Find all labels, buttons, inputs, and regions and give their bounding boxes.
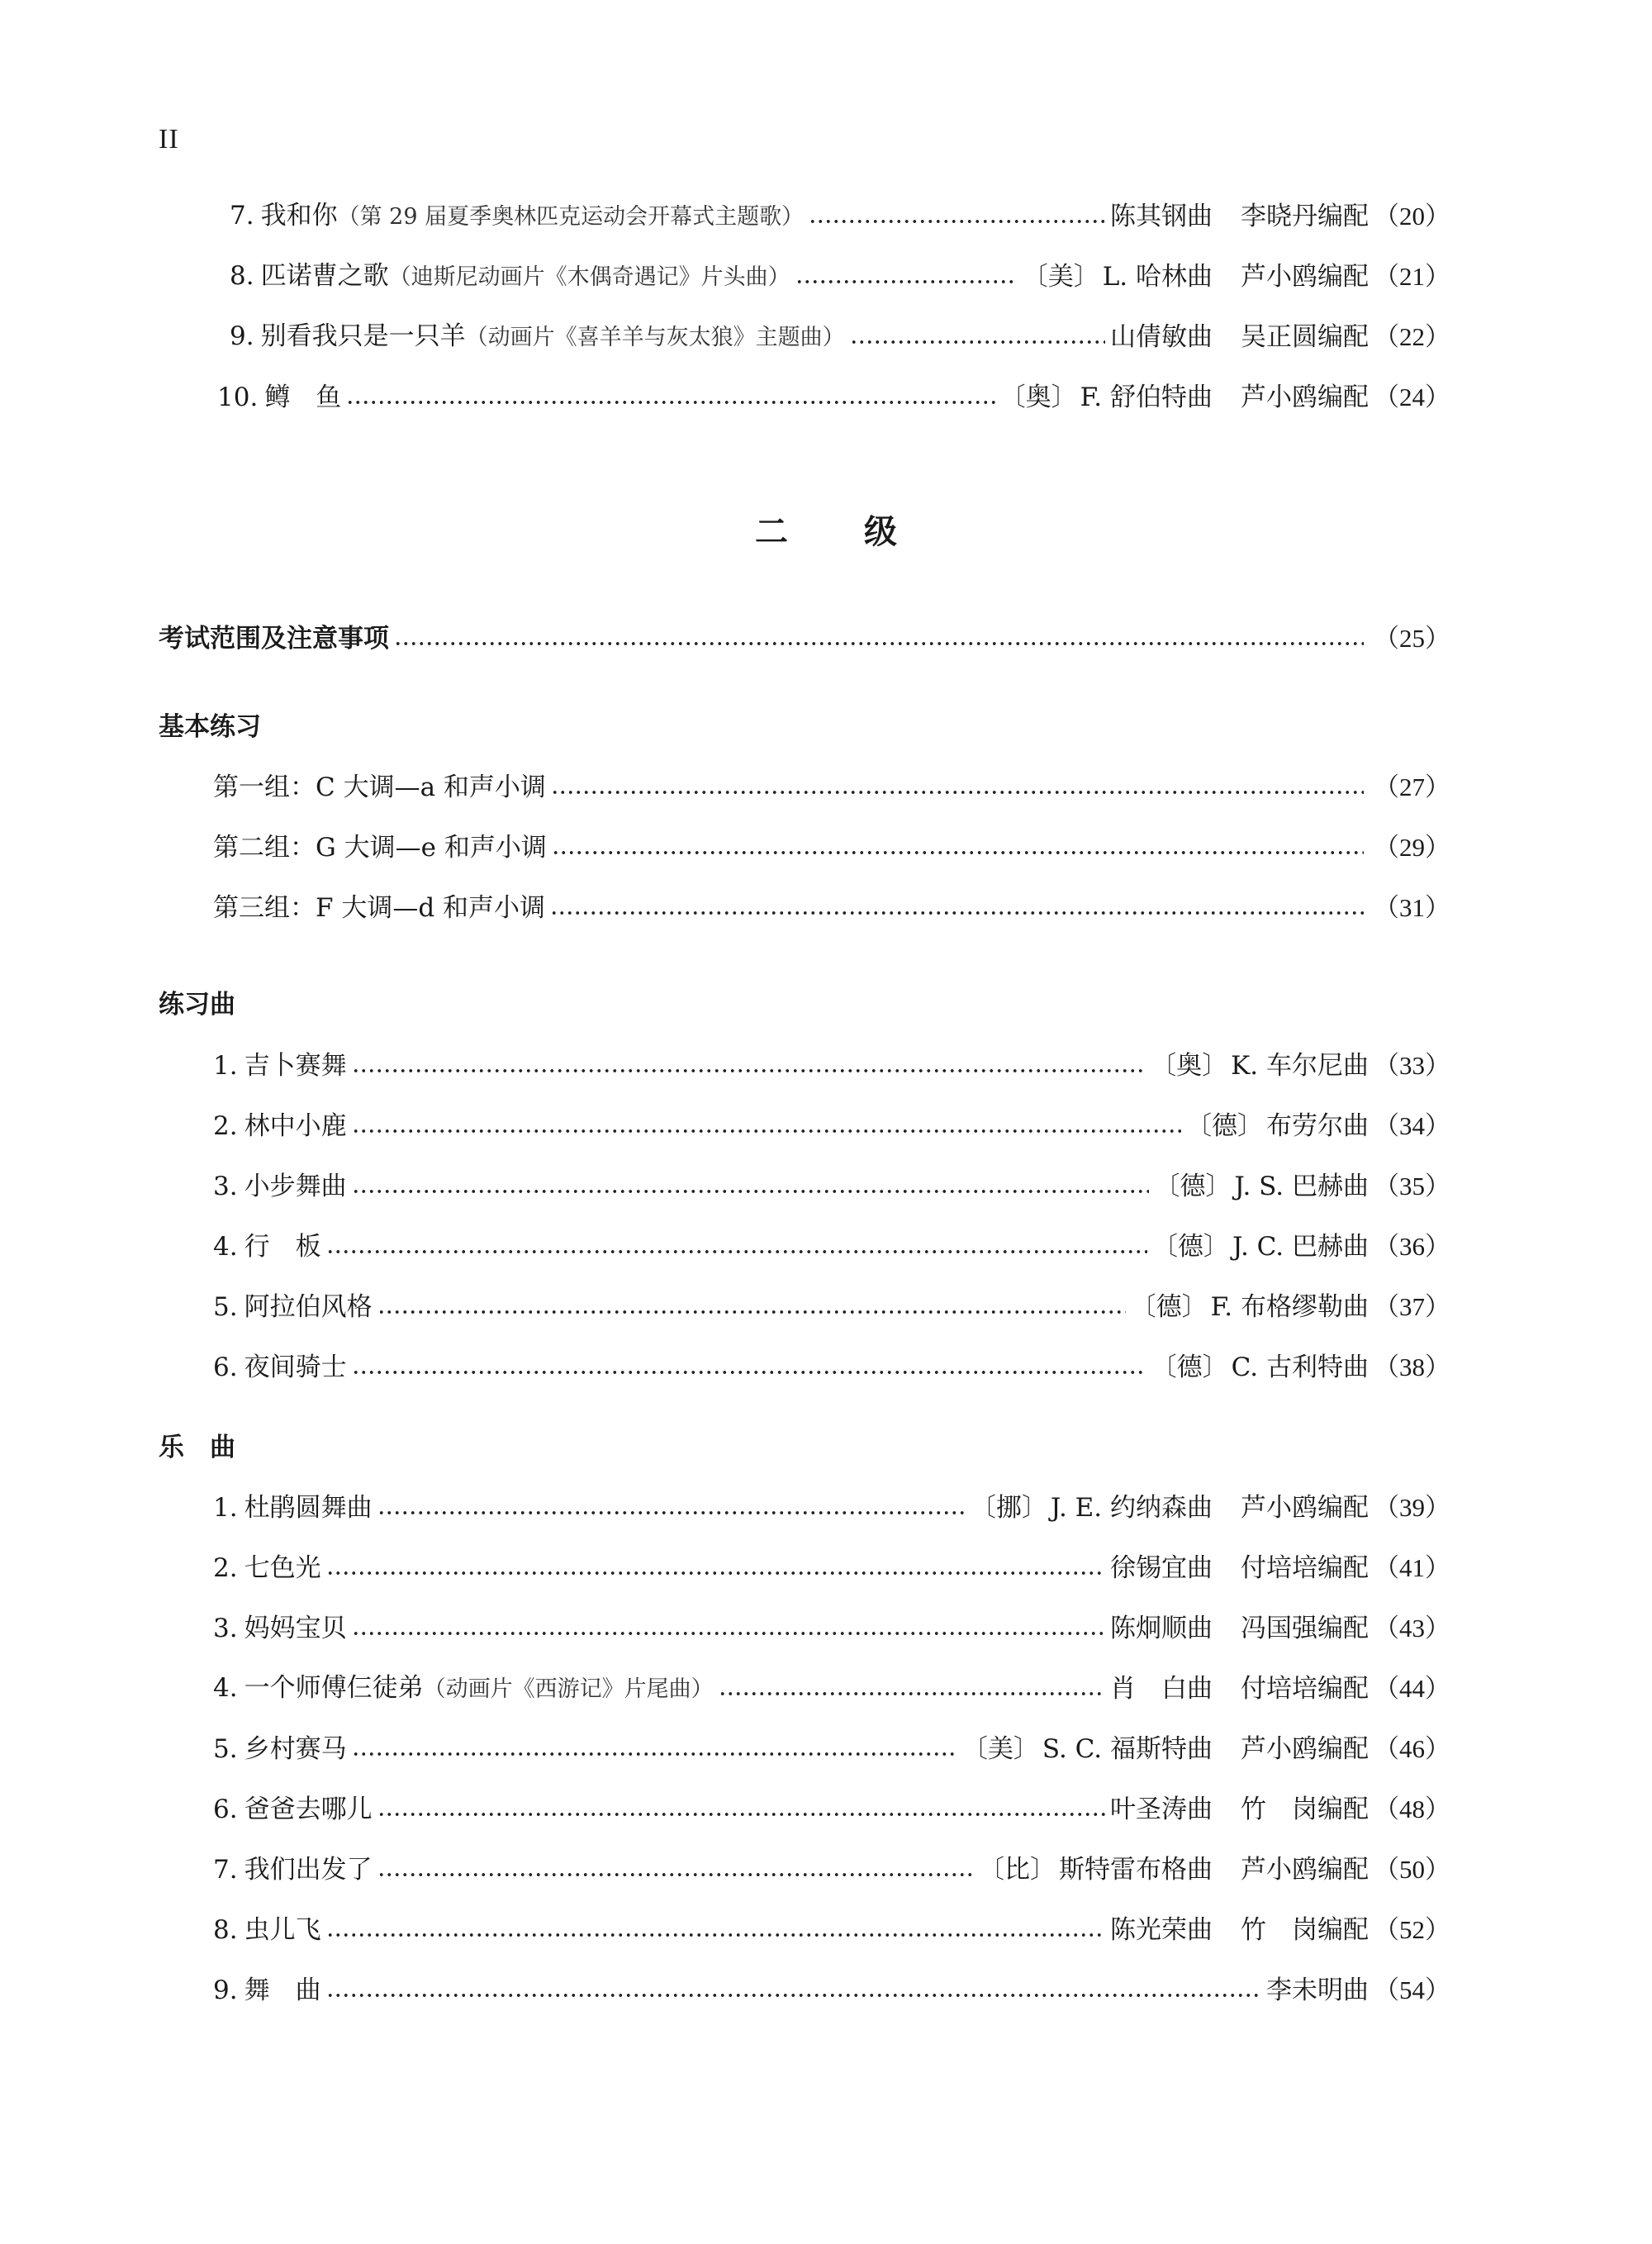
entry-credit: [1186, 1108, 1369, 1144]
toc-entry[interactable]: [0, 259, 1652, 295]
composer-origin: 〔美〕: [961, 1734, 1039, 1764]
arranger: 竹 岗编配: [1241, 1795, 1369, 1824]
entry-credit: [1151, 1349, 1369, 1386]
entry-title-text: 夜间骑士: [244, 1353, 347, 1382]
entry-note: （动画片《喜羊羊与灰太狼》主题曲）: [465, 325, 845, 350]
entry-number: 8.: [213, 1915, 238, 1945]
toc-entry[interactable]: [0, 1289, 1652, 1325]
composer-origin: 〔德〕: [1154, 1172, 1232, 1201]
composer-origin: 〔德〕: [1151, 1232, 1229, 1262]
entry-title: [213, 1550, 321, 1586]
entry-title-text: 别看我只是一只羊: [260, 321, 466, 351]
entry-credit: [1110, 1671, 1369, 1707]
dot-leader: [352, 1610, 1105, 1647]
entry-title-text: 第二组：G 大调—e 和声小调: [213, 833, 547, 863]
entry-title: [213, 1349, 347, 1386]
entry-credit: [1000, 379, 1369, 416]
entry-number: 7.: [230, 201, 254, 231]
dot-leader: [352, 1108, 1181, 1144]
toc-entry[interactable]: [0, 1912, 1652, 1948]
composer: J. S. 巴赫曲: [1234, 1172, 1369, 1201]
composer: J. E. 约纳森曲: [1050, 1493, 1213, 1523]
entry-title-text: 一个师傅仨徒弟: [244, 1673, 424, 1703]
dot-leader: [719, 1671, 1105, 1707]
composer: 陈光荣曲: [1110, 1915, 1213, 1945]
entry-title-text: 行 板: [244, 1232, 321, 1262]
composer: 陈炯顺曲: [1110, 1614, 1213, 1643]
dot-leader: [352, 1731, 957, 1767]
dot-leader: [326, 1550, 1105, 1586]
dot-leader: [377, 1852, 974, 1888]
composer: S. C. 福斯特曲: [1042, 1734, 1213, 1764]
entry-page: （54）: [1374, 1975, 1450, 2004]
composer: L. 哈林曲: [1102, 262, 1213, 292]
arranger: 付培培编配: [1241, 1553, 1369, 1583]
entry-page: （24）: [1374, 383, 1450, 411]
entry-page: （25）: [1374, 624, 1450, 653]
entry-title-text: 七色光: [244, 1553, 321, 1583]
composer: 斯特雷布格曲: [1059, 1855, 1213, 1885]
toc-entry-exam-scope[interactable]: [0, 620, 1652, 657]
toc-entry[interactable]: [0, 1550, 1652, 1586]
toc-entry[interactable]: [0, 1349, 1652, 1386]
composer: 肖 白曲: [1110, 1674, 1213, 1704]
dot-leader: [552, 830, 1364, 866]
section-heading: 练习曲: [159, 990, 235, 1020]
entry-number: 8.: [230, 261, 254, 291]
entry-title-text: 林中小鹿: [244, 1111, 347, 1141]
entry-title-text: 爸爸去哪儿: [244, 1795, 373, 1824]
entry-title-text: 鳟 鱼: [264, 383, 342, 412]
entry-credit: [1151, 1048, 1369, 1084]
entry-page: （46）: [1374, 1734, 1450, 1763]
toc-entry[interactable]: [0, 830, 1652, 866]
composer: 布劳尔曲: [1266, 1111, 1369, 1141]
entry-page: （37）: [1374, 1292, 1450, 1321]
entry-title-text: 第一组：C 大调—a 和声小调: [213, 773, 546, 802]
entry-credit: [971, 1490, 1369, 1526]
entry-number: 1.: [213, 1493, 238, 1523]
entry-number: 9.: [230, 321, 254, 351]
level-heading: [0, 506, 1652, 553]
entry-number: 2.: [213, 1553, 238, 1583]
entry-title: [213, 1972, 321, 2009]
entry-note: （迪斯尼动画片《木偶奇遇记》片头曲）: [388, 264, 790, 290]
entry-credit: [1110, 1791, 1369, 1828]
toc-entry[interactable]: [0, 1168, 1652, 1205]
entry-title: [213, 1108, 347, 1144]
dot-leader: [346, 379, 995, 416]
composer-origin: 〔比〕: [979, 1855, 1056, 1885]
toc-entry[interactable]: [0, 1048, 1652, 1084]
entry-page: （48）: [1374, 1795, 1450, 1823]
composer-origin: 〔奥〕: [1151, 1051, 1228, 1081]
entry-page: （22）: [1374, 322, 1450, 351]
toc-entry[interactable]: [0, 1229, 1652, 1265]
toc-entry[interactable]: [0, 769, 1652, 806]
entry-title: [213, 769, 546, 806]
composer-origin: 〔德〕: [1186, 1111, 1263, 1141]
composer: 山倩敏曲: [1110, 322, 1213, 352]
toc-entry[interactable]: [0, 1490, 1652, 1526]
entry-title: [213, 1168, 347, 1205]
entry-title: [213, 1289, 373, 1325]
dot-leader: [394, 620, 1364, 657]
dot-leader: [326, 1972, 1261, 2009]
entry-number: 2.: [213, 1111, 238, 1141]
arranger: 李晓丹编配: [1241, 202, 1369, 231]
entry-page: （39）: [1374, 1493, 1450, 1522]
toc-entry[interactable]: [0, 1852, 1652, 1888]
dot-leader: [551, 769, 1364, 806]
composer: C. 古利特曲: [1231, 1353, 1369, 1382]
dot-leader: [377, 1289, 1126, 1325]
entry-title-text: 阿拉伯风格: [244, 1292, 373, 1322]
entry-page: （36）: [1374, 1232, 1450, 1261]
entry-number: 3.: [213, 1614, 238, 1643]
entry-number: 4.: [213, 1673, 238, 1703]
entry-page: （34）: [1374, 1111, 1450, 1140]
entry-title: [213, 1490, 373, 1526]
entry-page: （43）: [1374, 1614, 1450, 1643]
entry-page: （21）: [1374, 262, 1450, 291]
entry-page: （41）: [1374, 1553, 1450, 1582]
entry-page: （29）: [1374, 833, 1450, 862]
entry-title: [213, 1670, 714, 1708]
toc-entry[interactable]: [0, 1610, 1652, 1647]
entry-credit: [1110, 1610, 1369, 1647]
toc-entry[interactable]: [0, 1731, 1652, 1767]
entry-title: [213, 1731, 347, 1767]
entry-note: （第 29 届夏季奥林匹克运动会开幕式主题歌）: [337, 204, 805, 230]
composer: 李未明曲: [1266, 1975, 1369, 2005]
composer-origin: 〔德〕: [1130, 1292, 1208, 1322]
entry-credit: [1110, 1912, 1369, 1948]
entry-number: 5.: [213, 1292, 238, 1322]
toc-entry[interactable]: [0, 890, 1652, 926]
toc-entry[interactable]: [0, 379, 1652, 416]
composer: F. 舒伯特曲: [1080, 383, 1213, 412]
entry-credit: [1154, 1168, 1369, 1205]
entry-title: [213, 1610, 347, 1647]
entry-title-text: 第三组：F 大调—d 和声小调: [213, 893, 546, 923]
entry-title-text: 舞 曲: [244, 1975, 321, 2005]
level-heading-char1: 二: [755, 513, 788, 551]
arranger: 付培培编配: [1241, 1674, 1369, 1704]
entry-title: [230, 318, 845, 356]
entry-page: （50）: [1374, 1855, 1450, 1884]
entry-title: [230, 197, 804, 235]
entry-title: [230, 258, 790, 296]
dot-leader: [326, 1229, 1147, 1265]
dot-leader: [377, 1791, 1105, 1828]
composer-origin: 〔德〕: [1151, 1353, 1228, 1382]
entry-page: （31）: [1374, 893, 1450, 922]
arranger: 竹 岗编配: [1241, 1915, 1369, 1945]
dot-leader: [352, 1168, 1150, 1205]
toc-entry[interactable]: [0, 319, 1652, 355]
entry-title-text: 我和你: [260, 201, 338, 231]
composer: F. 布格缪勒曲: [1210, 1292, 1369, 1322]
composer-origin: 〔挪〕: [970, 1493, 1047, 1523]
dot-leader: [326, 1912, 1105, 1948]
entry-title: [213, 1229, 321, 1265]
entry-title: [217, 379, 341, 416]
entry-title: [213, 830, 547, 866]
toc-entry[interactable]: [0, 198, 1652, 235]
entry-credit: [1152, 1229, 1369, 1265]
entry-title-text: 杜鹃圆舞曲: [244, 1493, 373, 1523]
toc-entry[interactable]: [0, 1972, 1652, 2009]
entry-credit: [1110, 198, 1369, 235]
composer: K. 车尔尼曲: [1231, 1051, 1369, 1081]
entry-page: （33）: [1374, 1051, 1450, 1080]
entry-page: （27）: [1374, 773, 1450, 801]
entry-credit: [962, 1731, 1369, 1767]
entry-credit: [1131, 1289, 1369, 1325]
arranger: 芦小鸥编配: [1241, 1493, 1369, 1523]
entry-title: [213, 1791, 373, 1828]
entry-number: 1.: [213, 1051, 238, 1081]
entry-page: （38）: [1374, 1353, 1450, 1381]
dot-leader: [795, 259, 1018, 295]
dot-leader: [352, 1349, 1146, 1386]
entry-credit: [979, 1852, 1369, 1888]
arranger: 芦小鸥编配: [1241, 1734, 1369, 1764]
entry-number: 6.: [213, 1353, 238, 1382]
arranger: 冯国强编配: [1241, 1614, 1369, 1643]
entry-title: [213, 890, 545, 926]
composer: 徐锡宜曲: [1110, 1553, 1213, 1583]
page-number: II: [159, 124, 179, 155]
dot-leader: [850, 319, 1105, 355]
dot-leader: [550, 890, 1364, 926]
arranger: 芦小鸥编配: [1241, 1855, 1369, 1885]
entry-title-text: 小步舞曲: [244, 1172, 347, 1201]
dot-leader: [352, 1048, 1146, 1084]
section-heading: 基本练习: [159, 712, 261, 742]
entry-credit: [1266, 1972, 1369, 2009]
entry-title-text: 乡村赛马: [244, 1734, 347, 1764]
arranger: 芦小鸥编配: [1241, 262, 1369, 292]
entry-credit: [1023, 259, 1369, 295]
entry-number: 3.: [213, 1172, 238, 1201]
toc-entry[interactable]: [0, 1108, 1652, 1144]
toc-entry[interactable]: [0, 1791, 1652, 1828]
dot-leader: [377, 1490, 966, 1526]
entry-title-text: 虫儿飞: [244, 1915, 321, 1945]
composer-origin: 〔奥〕: [999, 383, 1077, 412]
composer: J. C. 巴赫曲: [1232, 1232, 1369, 1262]
section-heading: 乐 曲: [159, 1433, 235, 1462]
entry-number: 7.: [213, 1855, 238, 1885]
composer: 叶圣涛曲: [1110, 1795, 1213, 1824]
entry-number: 10.: [217, 383, 259, 412]
entry-title: [213, 1852, 373, 1888]
composer-origin: 〔美〕: [1022, 262, 1099, 292]
entry-title-text: 妈妈宝贝: [244, 1614, 347, 1643]
arranger: 芦小鸥编配: [1241, 383, 1369, 412]
entry-credit: [1110, 319, 1369, 355]
toc-entry[interactable]: [0, 1671, 1652, 1707]
entry-title: [213, 1048, 347, 1084]
entry-number: 9.: [213, 1975, 238, 2005]
entry-title: [213, 1912, 321, 1948]
entry-title-text: 匹诺曹之歌: [260, 261, 389, 291]
entry-credit: [1110, 1550, 1369, 1586]
entry-page: （52）: [1374, 1915, 1450, 1944]
arranger: 吴正圆编配: [1241, 322, 1369, 352]
entry-number: 4.: [213, 1232, 238, 1262]
entry-title-text: 我们出发了: [244, 1855, 373, 1885]
entry-note: （动画片《西游记》片尾曲）: [423, 1676, 714, 1702]
entry-title-text: 吉卜赛舞: [244, 1051, 347, 1081]
entry-number: 6.: [213, 1795, 238, 1824]
entry-page: （20）: [1374, 202, 1450, 231]
entry-title: 考试范围及注意事项: [159, 624, 389, 654]
dot-leader: [809, 198, 1105, 235]
level-heading-char2: 级: [864, 513, 897, 551]
composer: 陈其钢曲: [1110, 202, 1213, 231]
entry-number: 5.: [213, 1734, 238, 1764]
entry-page: （44）: [1374, 1674, 1450, 1703]
entry-page: （35）: [1374, 1172, 1450, 1200]
